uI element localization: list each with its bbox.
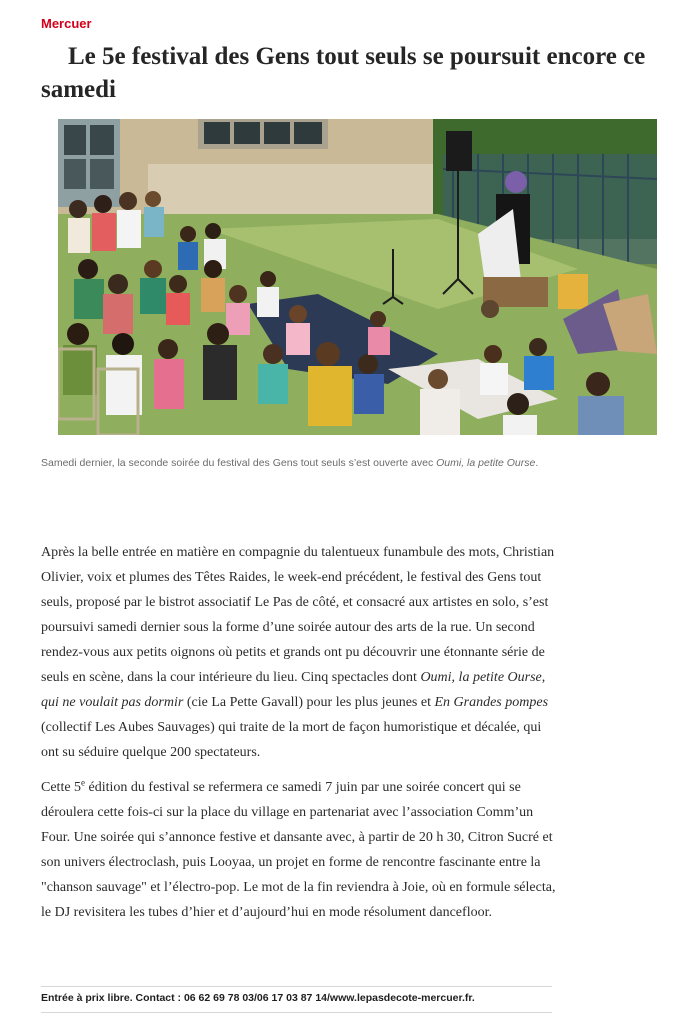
ordinal-superscript: e xyxy=(81,777,86,788)
paragraph-2 xyxy=(41,775,556,925)
footer-divider-top xyxy=(41,986,552,987)
paragraph-2-part-1: Cette 5 xyxy=(41,780,82,795)
photo-illustration xyxy=(58,119,657,435)
photo-caption xyxy=(41,457,661,469)
contact-info[interactable]: Entrée à prix libre. Contact : 06 62 69 78 03/06 17 03 87 14/www.lepasdecote-mercuer.fr. xyxy=(41,992,475,1004)
paragraph-1 xyxy=(41,540,556,765)
caption-italic-title: Oumi, la petite Ourse xyxy=(436,457,536,469)
article-body xyxy=(41,540,556,935)
footer-divider-bottom xyxy=(41,1012,552,1013)
show-title-oumi: Oumi, la petite Ourse, qui ne voulait pas dormir xyxy=(41,670,546,710)
caption-end: . xyxy=(535,457,539,469)
article-photo xyxy=(58,119,657,435)
paragraph-1-part-3: (collectif Les Aubes Sauvages) qui traite de la mort de façon humoristique et décalée, qui ont su séduire quelque 200 spectateurs. xyxy=(41,720,542,760)
paragraph-1-part-1: Après la belle entrée en matière en compagnie du talentueux funambule des mots, Christian Olivier, voix et plumes des Têtes Raides, le week-end précédent, le festival des Gens tout seuls, proposé par le bistrot associatif Le Pas de côté, et consacré aux artistes en solo, s’est poursuivi samedi dernier sous la forme d’une soirée autour des arts de la rue. Un second rendez-vous aux petits oignons où petits et grands ont pu découvrir une étonnante série de seuls en scène, dans la cour intérieure du lieu. Cinq spectacles dont xyxy=(41,545,555,685)
paragraph-1-part-2: (cie La Pette Gavall) pour les plus jeunes et xyxy=(183,695,435,710)
article-headline: Le 5e festival des Gens tout seuls se poursuit encore ce samedi xyxy=(41,43,646,103)
show-title-en-grandes-pompes: En Grandes pompes xyxy=(434,695,549,710)
paragraph-2-part-2: édition du festival se refermera ce samedi 7 juin par une soirée concert qui se déroulera cette fois-ci sur la place du village en partenariat avec l’association Comm’un Four. Une soirée qui s’annonce festive et dansante avec, à partir de 20 h 30, Citron Sucré et son univers électroclash, puis Looyaa, un projet en forme de rencontre fascinante entre la "chanson sauvage" et l’électro-pop. Le mot de la fin reviendra à Joie, où en formule sélecta, le DJ revisitera les tubes d’hier et d’aujourd’hui en mode résolument dancefloor. xyxy=(41,780,556,920)
caption-text: Samedi dernier, la seconde soirée du festival des Gens tout seuls s’est ouverte avec xyxy=(41,457,437,469)
section-label[interactable]: Mercuer xyxy=(41,16,92,31)
